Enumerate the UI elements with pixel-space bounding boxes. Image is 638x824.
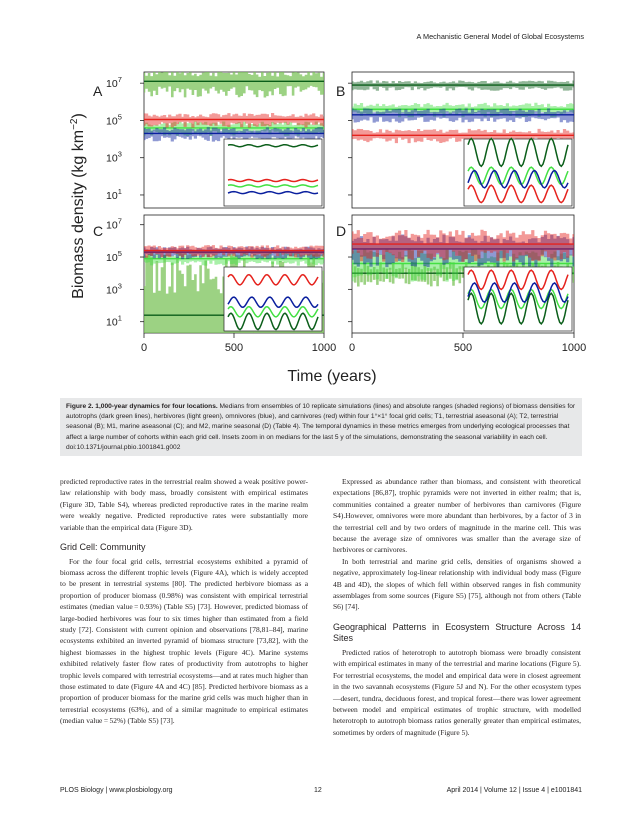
- y-tick-label: $10^1$: [106, 313, 122, 329]
- x-tick-label: 0: [348, 342, 356, 354]
- x-axis-label: Time (years): [287, 368, 377, 385]
- y-tick-label: $10^7$: [106, 216, 122, 232]
- inset-d: [464, 267, 572, 331]
- right-column: [333, 476, 581, 738]
- inset-c: [224, 267, 322, 331]
- right-paragraph-3: Predicted ratios of heterotroph to autotroph biomass were broadly consistent with empirical estimates in many of the terrestrial and marine locations (Figure 5). For terrestrial ecosystems, the model and empirical data were in closest agreement in the two savannah ecosystems (Figure 5J and N). For the other ecosystem types—desert, tundra, deciduous forest, and tropical forest—there was lower agreement between model and empirical estimates of trophic structure, with modelled heterotroph to autotroph biomass ratios generally greater than empirical estimates, sometimes by orders of magnitude (Figure 5).: [333, 647, 581, 737]
- footer-journal: PLOS Biology | www.plosbiology.org: [60, 787, 173, 794]
- panel-d: [336, 215, 586, 354]
- caption-text: Medians from ensembles of 10 replicate simulations (lines) and absolute ranges (shaded regions) of biomass densities for autotrophs (dark green lines), herbivores (light green), omnivores (blue), and carnivores (red) within four 1°×1° focal grid cells; T1, terrestrial aseasonal (A); T2, terrestrial seasonal (B); M1, marine aseasonal (C); and M2, marine seasonal (D) (Table 4). The temporal dynamics in these metrics emerges from underlying ecological processes that affect a large number of cohorts within each grid cell. Insets zoom in on medians for the last 5 y of the simulations, demonstrating the seasonal variability in each cell.: [66, 403, 576, 441]
- y-axis-label-exp: −2: [69, 118, 80, 130]
- x-tick-label: 1000: [561, 342, 587, 354]
- caption-title: Figure 2. 1,000-year dynamics for four locations.: [66, 403, 218, 410]
- y-axis-label: [69, 113, 87, 299]
- footer-issue: April 2014 | Volume 12 | Issue 4 | e1001841: [446, 787, 582, 794]
- footer-page-number: 12: [314, 787, 322, 794]
- right-paragraph-2: In both terrestrial and marine grid cells, densities of organisms showed a negative, approximately log-linear relationship with individual body mass (Figure 4B and 4D), the slopes of which fell within observed ranges in fish community assemblages from some sources (Figure S5) [75], although not from others (Table S6) [74].: [333, 556, 581, 612]
- inset-b: [464, 139, 572, 207]
- y-tick-label: $10^5$: [106, 112, 122, 128]
- panel-label: A: [93, 83, 103, 99]
- figure-2: [0, 0, 638, 392]
- panel-label: C: [93, 223, 104, 239]
- section-heading-geographical: Geographical Patterns in Ecosystem Structure Across 14 Sites: [333, 621, 581, 644]
- panel-a: [93, 69, 324, 208]
- y-axis-label-close: ): [70, 113, 87, 119]
- section-heading-community: Grid Cell: Community: [60, 542, 146, 553]
- inset-a: [224, 139, 322, 206]
- y-tick-label: $10^1$: [106, 186, 122, 202]
- panel-b: [336, 72, 574, 208]
- x-tick-label: 1000: [311, 342, 337, 354]
- y-tick-label: $10^5$: [106, 249, 122, 265]
- panel-label: B: [336, 83, 346, 99]
- panel-c: [93, 215, 336, 391]
- inset-frame: [224, 139, 322, 206]
- caption-doi: doi:10.1371/journal.pbio.1001841.g002: [66, 443, 181, 451]
- running-head: A Mechanistic General Model of Global Ecosystems: [416, 32, 584, 41]
- right-paragraph-1: Expressed as abundance rather than biomass, and consistent with theoretical expectations [86,87], trophic pyramids were not inverted in either realm; that is, communities contained a greater number of herbivores than carnivores (Figure S4).However, omnivores were more abundant than herbivores, by a factor of 3 in the terrestrial cell and by two orders of magnitude in the marine cell. This was because the average size of omnivores was smaller than the average size of herbivores or carnivores.: [333, 477, 581, 555]
- x-tick-label: 500: [224, 342, 244, 354]
- left-column: [60, 476, 308, 727]
- left-paragraph-1: predicted reproductive rates in the terrestrial realm showed a weak positive power-law relationship with body mass, broadly consistent with empirical estimates (Figure 3D, Table S4), whereas predicted reproductive rates in the marine realm were weakly negative. Predicted reproductive rates were substantially more variable than the empirical data (Figure 3D).: [60, 477, 308, 532]
- left-paragraph-2: For the four focal grid cells, terrestrial ecosystems exhibited a pyramid of biomass across the different trophic levels (Figure 4A), which is widely accepted to be present in terrestrial systems [80]. The predicted herbivore biomass as a proportion of producer biomass (0.98%) was consistent with empirical terrestrial estimates (median value = 0.93%) (Table S5) [73]. However, predicted biomass of large-bodied herbivores was four to six times higher than estimated from a field study [72]. Consistent with current opinion and observations [78,81–84], marine ecosystems exhibited an inverted pyramid of biomass structure [73,82], with the highest biomasses in the highest trophic levels (Figure 4C). Marine systems exhibited relatively faster flow rates of productivity from autotrophs to higher trophic levels compared with terrestrial ecosystems—and at rates much higher than those estimated to date (Figure 4A and 4C) [85]. Predicted herbivore biomass as a proportion of producer biomass for the marine grid cells was much higher than in terrestrial ecosystems (63%), and of a similar magnitude to empirical estimates (median value = 52%) (Table S5) [73].: [60, 556, 308, 726]
- panel-label: D: [336, 223, 347, 239]
- figure-caption: [60, 398, 582, 456]
- x-tick-label: 0: [140, 342, 148, 354]
- y-tick-label: $10^3$: [106, 281, 122, 297]
- y-tick-label: $10^7$: [106, 75, 122, 91]
- y-axis-label-main: Biomass density (kg km: [70, 129, 87, 299]
- y-tick-label: $10^3$: [106, 149, 122, 165]
- x-tick-label: 500: [453, 342, 473, 354]
